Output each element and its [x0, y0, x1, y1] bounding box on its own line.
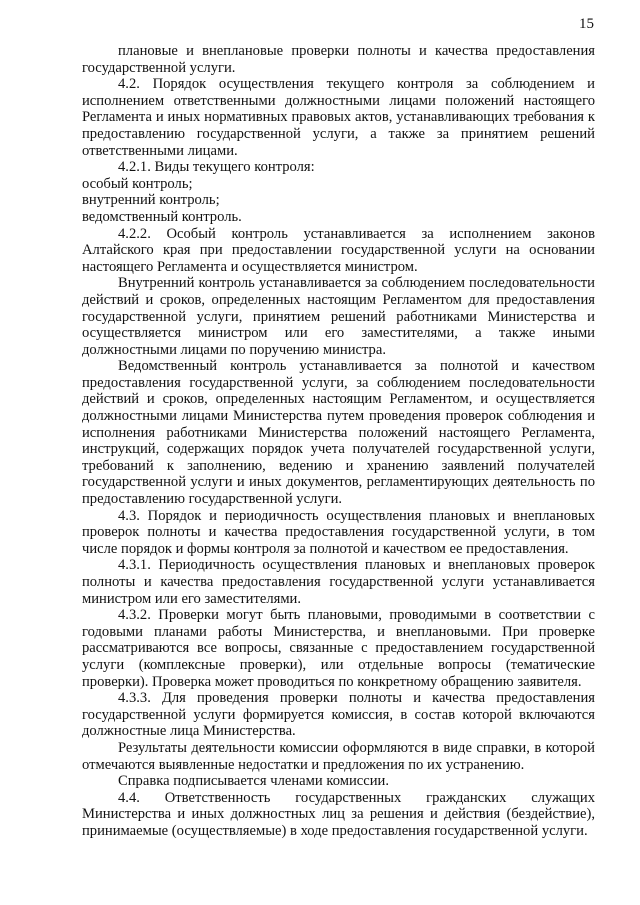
list-item-internal-control: внутренний контроль;: [82, 192, 220, 209]
paragraph-report-signature: Справка подписывается членами комиссии.: [118, 773, 389, 790]
document-body: [82, 43, 595, 840]
paragraph-commission-results: Результаты деятельности комиссии оформляются в виде справки, в которой отмечаются выявленные недостатки и предложения по их устранению.: [82, 739, 595, 773]
paragraph-4-4: 4.4. Ответственность государственных гражданских служащих Министерства и иных должностных лиц за решения и действия (бездействие), принимаемые (осуществляемые) в ходе предоставления государственной услуги.: [82, 789, 595, 839]
paragraph-internal-control: Внутренний контроль устанавливается за соблюдением последовательности действий и сроков, определенных настоящим Регламентом для предоставления государственной услуги, принятием решений работниками Министерства и осуществляется министром или его заместителями, а также иными должностными лицами по поручению министра.: [82, 275, 595, 358]
paragraph-4-3-2: 4.3.2. Проверки могут быть плановыми, проводимыми в соответствии с годовыми планами работы Министерства, и внеплановыми. При проверке рассматриваются все вопросы, связанные с предоставлением государственной услуги (комплексные проверки), или отдельные вопросы (тематические проверки). Проверка может проводиться по конкретному обращению заявителя.: [82, 607, 595, 690]
paragraph-4-2-2: 4.2.2. Особый контроль устанавливается за исполнением законов Алтайского края при предоставлении государственной услуги на основании настоящего Регламента и осуществляется министром.: [82, 225, 595, 275]
paragraph-4-3-3: 4.3.3. Для проведения проверки полноты и качества предоставления государственной услуги формируется комиссия, в состав которой включаются должностные лица Министерства.: [82, 690, 595, 740]
paragraph-4-3: 4.3. Порядок и периодичность осуществления плановых и внеплановых проверок полноты и качества предоставления государственной услуги, в том числе порядок и формы контроля за полнотой и качеством ее предоставления.: [82, 507, 595, 557]
list-item-special-control: особый контроль;: [82, 175, 193, 192]
paragraph-4-2: 4.2. Порядок осуществления текущего контроля за соблюдением и исполнением ответственными должностными лицами положений настоящего Регламента и иных нормативных правовых актов, устанавливающих требования к предоставлению государственной услуги, а также за принятием решений ответственными лицами.: [82, 76, 595, 159]
page-number: 15: [579, 16, 594, 32]
paragraph-4-3-1: 4.3.1. Периодичность осуществления плановых и внеплановых проверок полноты и качества предоставления государственной услуги устанавливается министром или его заместителями.: [82, 557, 595, 607]
paragraph-4-2-1: 4.2.1. Виды текущего контроля:: [118, 159, 315, 176]
paragraph-departmental-control: Ведомственный контроль устанавливается за полнотой и качеством предоставления государственной услуги, за соблюдением последовательности действий и сроков, определенных настоящим Регламентом, и осуществляется должностными лицами Министерства путем проведения проверок соблюдения и исполнения работниками Министерства положений настоящего Регламента, инструкций, содержащих порядок учета получателей государственной услуги, требований к заполнению, ведению и хранению заявлений получателей государственной услуги и иных документов, регламентирующих деятельность по предоставлению государственной услуги.: [82, 358, 595, 508]
list-item-departmental-control: ведомственный контроль.: [82, 208, 242, 225]
paragraph-intro-continuation: плановые и внеплановые проверки полноты и качества предоставления государственной услуги.: [82, 43, 595, 76]
